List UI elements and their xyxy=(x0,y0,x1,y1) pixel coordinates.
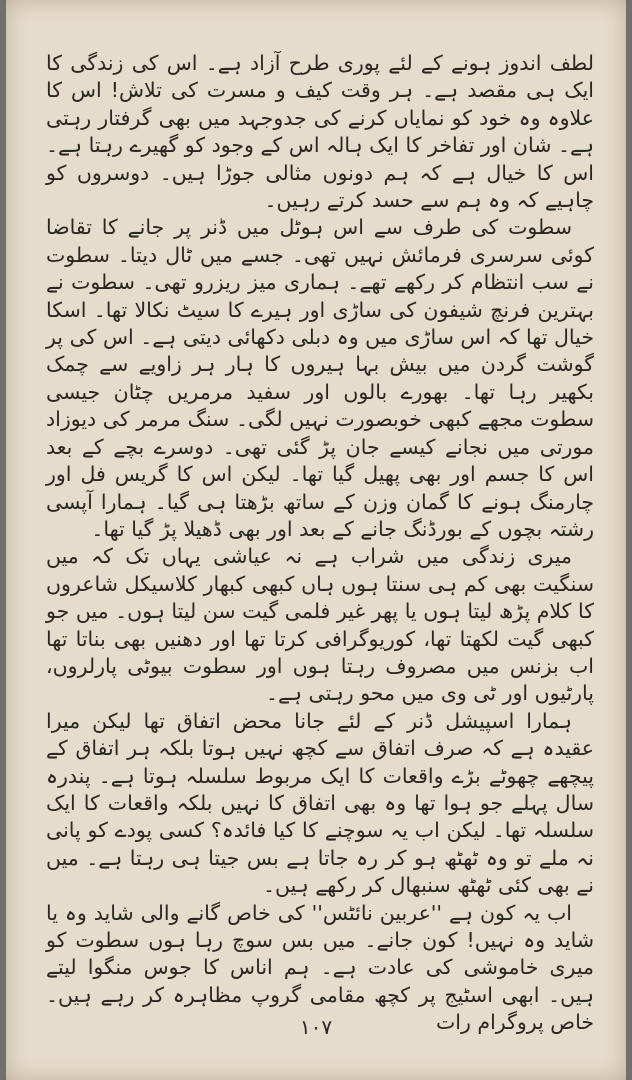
paragraph: سطوت کی طرف سے اس ہوٹل میں ڈنر پر جانے کا تقاضا کوئی سرسری فرمائش نہیں تھی۔ جسے میں ٹال دیتا۔ سطوت نے سب انتظام کر رکھے تھے۔ ہماری میز ریزرو تھی۔ سطوت نے بہترین فرنچ شیفون کی ساڑی اور ہیرے کا سیٹ نکالا تھا۔ اسکا خیال تھا کہ اس ساڑی میں وہ دبلی دکھائی دیتی ہے۔ اس کی پر گوشت گردن میں بیش بہا ہیروں کا ہار ہر زاویے سے چمک بکھیر رہا تھا۔ بھورے بالوں اور سفید مرمریں چٹان جیسی سطوت مجھے کبھی خوبصورت نہیں لگی۔ سنگ مرمر کی دیوزاد مورتی میں نجانے کیسے جان پڑ گئی تھی۔ دوسرے بچے کے بعد اس کا جسم اور بھی پھیل گیا تھا۔ لیکن اس کا گریس فل اور چارمنگ ہونے کا گمان وزن کے ساتھ بڑھتا ہی گیا۔ ہمارا آپسی رشتہ بچوں کے بورڈنگ جانے کے بعد اور بھی ڈھیلا پڑ گیا تھا۔ xyxy=(46,215,594,541)
page-text xyxy=(46,50,594,1037)
paragraph: لطف اندوز ہونے کے لئے پوری طرح آزاد ہے۔ اس کی زندگی کا ایک ہی مقصد ہے۔ ہر وقت کیف و مسرت کی تلاش! اس کا علاوہ وہ خود کو نمایاں کرنے کی جدوجہد میں بھی گرفتار رہتی ہے۔ شان اور تفاخر کا ایک ہالہ اس کے وجود کو گھیرے رہتا ہے۔ اس کا خیال ہے کہ ہم دونوں مثالی جوڑا ہیں۔ دوسروں کو چاہیے کہ وہ ہم سے حسد کرتے رہیں۔ xyxy=(46,51,594,213)
book-page xyxy=(6,0,626,1080)
page-number: ۱۰۷ xyxy=(299,1015,333,1039)
paragraph: اب یہ کون ہے ''عربین نائٹس'' کی خاص گانے والی شاید وہ یا شاید وہ نہیں! کون جانے۔ میں بس سوچ رہا ہوں سطوت کو میری خاموشی کی عادت ہے۔ ہم اناس کا جوس منگوا لیتے ہیں۔ ابھی اسٹیج پر کچھ مقامی گروپ مظاہرہ کر رہے ہیں۔ خاص پروگرام رات xyxy=(46,900,594,1035)
paragraph: میری زندگی میں شراب ہے نہ عیاشی یہاں تک کہ میں سنگیت بھی کم ہی سنتا ہوں ہاں کبھی کبھار کلاسیکل شاعروں کا کلام پڑھ لیتا ہوں یا پھر غیر فلمی گیت سن لیتا ہوں۔ میں جو کبھی گیت لکھتا تھا، کوریوگرافی کرتا تھا اور دھنیں بھی بناتا تھا اب بزنس میں مصروف رہتا ہوں اور سطوت بیوٹی پارلروں، پارٹیوں اور ٹی وی میں محو رہتی ہے۔ xyxy=(46,544,594,706)
paragraph: ہمارا اسپیشل ڈنر کے لئے جانا محض اتفاق تھا لیکن میرا عقیدہ ہے کہ صرف اتفاق سے کچھ نہیں ہوتا بلکہ ہر اتفاق کے پیچھے چھوٹے بڑے واقعات کا ایک مربوط سلسلہ ہوتا ہے۔ پندرہ سال پہلے جو ہوا تھا وہ بھی اتفاق کا نہیں بلکہ واقعات کا ایک سلسلہ تھا۔ لیکن اب یہ سوچنے کا کیا فائدہ؟ کسی پودے کو پانی نہ ملے تو وہ ٹھٹھ ہو کر رہ جاتا ہے بس جیتا ہی رہتا ہے۔ میں نے بھی کئی ٹھٹھ سنبھال کر رکھے ہیں۔ xyxy=(46,708,594,898)
